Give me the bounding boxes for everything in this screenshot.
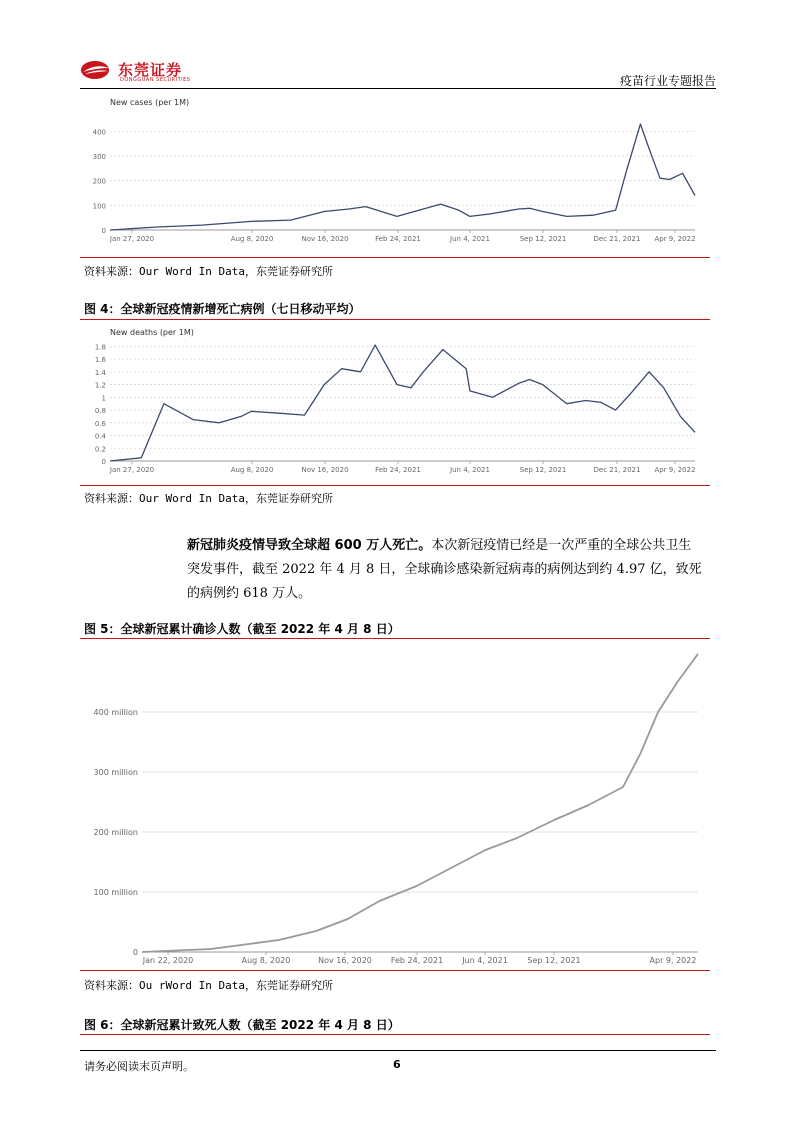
y-tick-label: 0 [101, 458, 106, 466]
y-tick-label: 1.2 [94, 381, 106, 390]
chart2-source: 资料来源：Our Word In Data，东莞证券研究所 [84, 492, 333, 505]
company-logo-icon [80, 59, 112, 81]
x-tick-label: Feb 24, 2021 [375, 466, 421, 474]
y-tick-label: 100 million [93, 888, 138, 897]
paragraph-line1: 本次新冠疫情已经是一次严重的全球公共卫生 [431, 538, 692, 553]
new-deaths-chart [80, 322, 712, 482]
y-tick-label: 200 [92, 177, 106, 186]
x-tick-label: Apr 9, 2022 [654, 235, 696, 243]
y-tick-label: 200 million [93, 828, 138, 837]
y-tick-label: 0.6 [94, 419, 106, 428]
cumulative-cases-chart [80, 642, 712, 967]
chart2-bottom-rule [80, 485, 710, 486]
y-tick-label: 1 [101, 394, 106, 403]
chart1-bottom-rule [80, 257, 710, 258]
body-paragraph [187, 534, 717, 606]
series-line [110, 124, 695, 230]
footer-rule [80, 1050, 716, 1051]
series-line [142, 654, 698, 952]
y-tick-label: 1.8 [94, 343, 106, 352]
page-number: 6 [393, 1058, 401, 1071]
company-sub: DONGGUAN SECURITIES [120, 77, 191, 83]
series-line [110, 345, 695, 461]
y-tick-label: 0.4 [94, 432, 106, 441]
report-title: 疫苗行业专题报告 [619, 74, 716, 88]
footer-disclaimer: 请务必阅读末页声明。 [84, 1060, 194, 1073]
y-tick-label: 300 [92, 153, 106, 162]
x-tick-label: Jun 4, 2021 [462, 956, 508, 965]
chart3-bottom-rule [80, 970, 710, 971]
company-name: 东莞证券 [118, 61, 183, 79]
x-tick-label: Aug 8, 2020 [230, 235, 274, 243]
y-tick-label: 0.2 [94, 445, 106, 454]
y-tick-label: 1.4 [94, 368, 106, 377]
x-tick-label: Dec 21, 2021 [593, 235, 641, 243]
paragraph-line2: 突发事件，截至 2022 年 4 月 8 日，全球确诊感染新冠病毒的病例达到约 4.97 亿，致死 [187, 562, 702, 577]
chart-title: New cases (per 1M) [110, 98, 190, 107]
figure4-caption: 图 4：全球新冠疫情新增死亡病例（七日移动平均） [84, 302, 361, 316]
chart1-source: 资料来源：Our Word In Data，东莞证券研究所 [84, 265, 333, 278]
chart3-top-rule [80, 638, 710, 639]
chart-title: New deaths (per 1M) [110, 328, 194, 337]
x-tick-label: Apr 9, 2022 [649, 956, 697, 965]
y-tick-label: 0.8 [94, 407, 106, 416]
x-tick-label: Aug 8, 2020 [241, 956, 291, 965]
x-tick-label: Feb 24, 2021 [390, 956, 444, 965]
x-tick-label: Nov 16, 2020 [318, 956, 372, 965]
x-tick-label: Sep 12, 2021 [527, 956, 581, 965]
x-tick-label: Dec 21, 2021 [593, 466, 641, 474]
x-tick-label: Jun 4, 2021 [450, 235, 490, 243]
y-tick-label: 300 million [93, 768, 138, 777]
y-tick-label: 0 [132, 948, 138, 957]
x-tick-label: Jan 27, 2020 [109, 235, 155, 243]
chart2-top-rule [80, 319, 710, 320]
x-tick-label: Jan 27, 2020 [109, 466, 155, 474]
paragraph-line3: 的病例约 618 万人。 [187, 586, 312, 601]
figure5-caption: 图 5：全球新冠累计确诊人数（截至 2022 年 4 月 8 日） [84, 622, 400, 636]
header [80, 55, 720, 87]
y-tick-label: 400 [92, 128, 106, 137]
y-tick-label: 1.6 [94, 356, 106, 365]
x-tick-label: Nov 16, 2020 [301, 235, 349, 243]
paragraph-lead: 新冠肺炎疫情导致全球超 600 万人死亡。 [187, 538, 432, 553]
chart3-source: 资料来源：Ou rWord In Data，东莞证券研究所 [84, 979, 333, 992]
y-tick-label: 0 [101, 227, 106, 235]
x-tick-label: Jun 4, 2021 [450, 466, 490, 474]
figure6-rule [80, 1034, 710, 1035]
x-tick-label: Jan 22, 2020 [142, 956, 194, 965]
x-tick-label: Sep 12, 2021 [519, 466, 567, 474]
x-tick-label: Apr 9, 2022 [654, 466, 696, 474]
x-tick-label: Sep 12, 2021 [519, 235, 567, 243]
x-tick-label: Feb 24, 2021 [375, 235, 421, 243]
x-tick-label: Aug 8, 2020 [230, 466, 274, 474]
y-tick-label: 100 [92, 202, 106, 211]
figure6-caption: 图 6：全球新冠累计致死人数（截至 2022 年 4 月 8 日） [84, 1018, 400, 1032]
x-tick-label: Nov 16, 2020 [301, 466, 349, 474]
header-rule [80, 88, 716, 89]
new-cases-chart [80, 92, 712, 252]
y-tick-label: 400 million [93, 708, 138, 717]
